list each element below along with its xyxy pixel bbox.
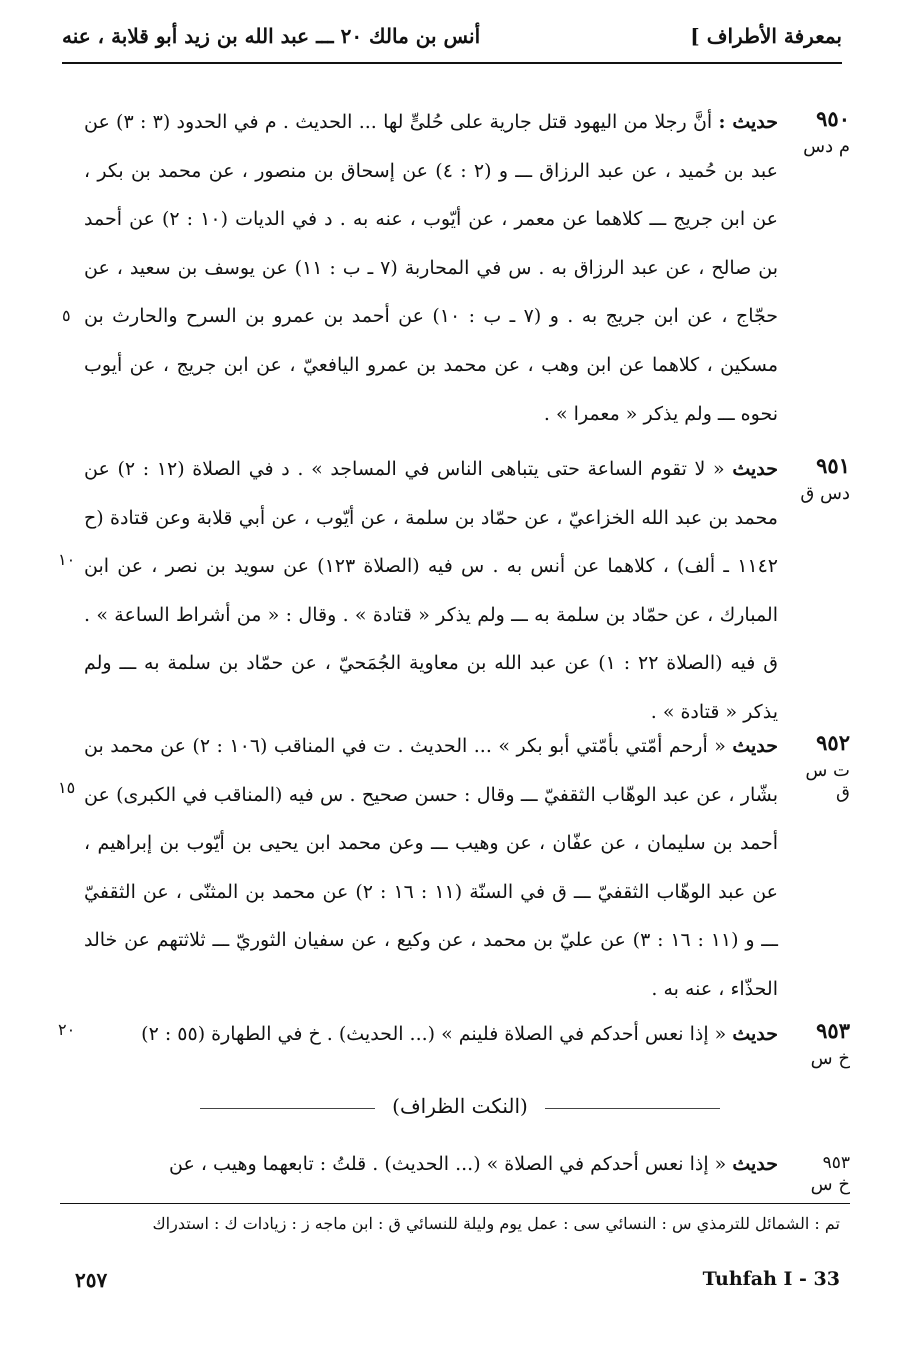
entry-sigla: م دس (803, 136, 850, 157)
entry-text (84, 722, 778, 1014)
hadith-entry-950 (60, 106, 850, 446)
entry-keyword: حديث (732, 735, 778, 757)
entry-body: « لا تقوم الساعة حتى يتباهى الناس في المساجد » . د في الصلاة (١٢ : ٢) عن محمد بن عبد الله الخزاعيّ ، عن حمّاد بن سلمة ، عن أيّوب ، عن أبي قلابة وعن قتادة (ح ١١٤٢ ـ ألف) ، كلاهما عن أنس به . س فيه (الصلاة ١٢٣) عن سويد بن نصر ، عن ابن المبارك ، عن حمّاد بن سلمة به ـــ ولم يذكر « قتادة » . وقال : « من أشراط الساعة » . ق فيه (الصلاة ٢٢ : ١) عن عبد الله بن معاوية الجُمَحيّ ، عن حمّاد بن سلمة به ـــ ولم يذكر « قتادة » . (84, 458, 779, 723)
entry-number: ٩٥٠ (816, 106, 850, 131)
section-header (200, 1094, 720, 1124)
header-chapter-title: أنس بن مالك ٢٠ ـــ عبد الله بن زيد أبو قلابة ، عنه (62, 24, 481, 48)
section-rule-left (200, 1108, 375, 1109)
printer-signature: Tuhfah I - 33 (702, 1268, 840, 1290)
entry-number: ٩٥٣ (816, 1018, 850, 1043)
page-number: ٢٥٧ (75, 1268, 108, 1292)
entry-text (84, 1140, 778, 1189)
entry-body: أنَّ رجلا من اليهود قتل جارية على حُلىٍّ لها ... الحديث . م في الحدود (٣ : ٣) عن عبد بن حُميد ، عن عبد الرزاق ـــ و (٢ : ٤) عن إسحاق بن منصور ، عن محمد بن بكر ، عن ابن جريج ـــ كلاهما عن معمر ، عن أيّوب ، عنه به . د في الديات (١٠ : ٢) عن أحمد بن صالح ، عن عبد الرزاق به . س في المحاربة (٧ ـ ب : ١١) عن يوسف بن سعيد ، عن حجّاج ، عن ابن جريج به . و (٧ ـ ب : ١٠) عن أحمد بن عمرو بن السرح والحارث بن مسكين ، كلاهما عن ابن وهب ، عن محمد بن عمرو اليافعيّ ، عن ابن جريج ، عن أيوب نحوه ـــ ولم يذكر « معمرا » . (84, 111, 778, 425)
footnote-rule (60, 1203, 850, 1204)
entry-number: ٩٥٣ (822, 1153, 850, 1173)
hadith-entry-951 (60, 453, 850, 723)
entry-text (84, 1010, 778, 1059)
entry-sigla: ت س ق (805, 760, 850, 803)
entry-sigla: خ س (810, 1048, 850, 1069)
header-rule (62, 62, 842, 64)
section-rule-right (545, 1108, 720, 1109)
line-number-20: ٢٠ (58, 1020, 76, 1039)
hadith-entry-952 (60, 730, 850, 1000)
entry-body: « إذا نعس أحدكم في الصلاة » (... الحديث) . قلتُ : تابعهما وهيب ، عن (169, 1153, 727, 1175)
entry-keyword: حديث (732, 1023, 778, 1045)
entry-keyword: حديث (732, 1153, 778, 1175)
entry-body: « أرحم أمّتي بأمّتي أبو بكر » ... الحديث . ت في المناقب (١٠٦ : ٢) عن محمد بن بشّار ، عن عبد الوهّاب الثقفيّ ـــ وقال : حسن صحيح . س فيه (المناقب في الكبرى) عن أحمد بن سليمان ، عن عفّان ، عن وهيب ـــ وعن محمد ابن يحيى بن أيّوب بن إبراهيم ، عن عبد الوهّاب الثقفيّ ـــ ق في السنّة (١١ : ١٦ : ٢) عن محمد بن المثنّى ، عن الثقفيّ ـــ و (١١ : ١٦ : ٣) عن عليّ بن محمد ، عن وكيع ، عن سفيان الثوريّ ـــ ثلاثتهم عن خالد الحذّاء ، عنه به . (84, 735, 779, 1000)
header-book-title: بمعرفة الأطراف ] (690, 24, 842, 48)
entry-number: ٩٥١ (816, 453, 850, 478)
entry-text (84, 98, 778, 438)
section-title: (النكت الظراف) (392, 1094, 528, 1118)
entry-keyword: حديث (732, 458, 778, 480)
running-header (62, 22, 842, 62)
nukat-entry-953 (60, 1150, 850, 1200)
line-number-15: ١٥ (58, 778, 76, 797)
line-number-10: ١٠ (58, 550, 76, 569)
entry-sigla: خ س (810, 1174, 850, 1195)
entry-text (84, 445, 778, 737)
entry-sigla: دس ق (800, 483, 850, 504)
entry-keyword: حديث : (718, 111, 778, 133)
footnote-abbreviations: تم : الشمائل للترمذي س : النسائي سى : عمل يوم وليلة للنسائي ق : ابن ماجه ز : زيادات ك : استدراك (152, 1214, 840, 1233)
hadith-entry-953 (60, 1018, 850, 1078)
entry-body: « إذا نعس أحدكم في الصلاة فلينم » (... الحديث) . خ في الطهارة (٥٥ : ٢) (141, 1023, 727, 1045)
entry-number: ٩٥٢ (816, 730, 850, 755)
line-number-5: ٥ (62, 306, 71, 325)
